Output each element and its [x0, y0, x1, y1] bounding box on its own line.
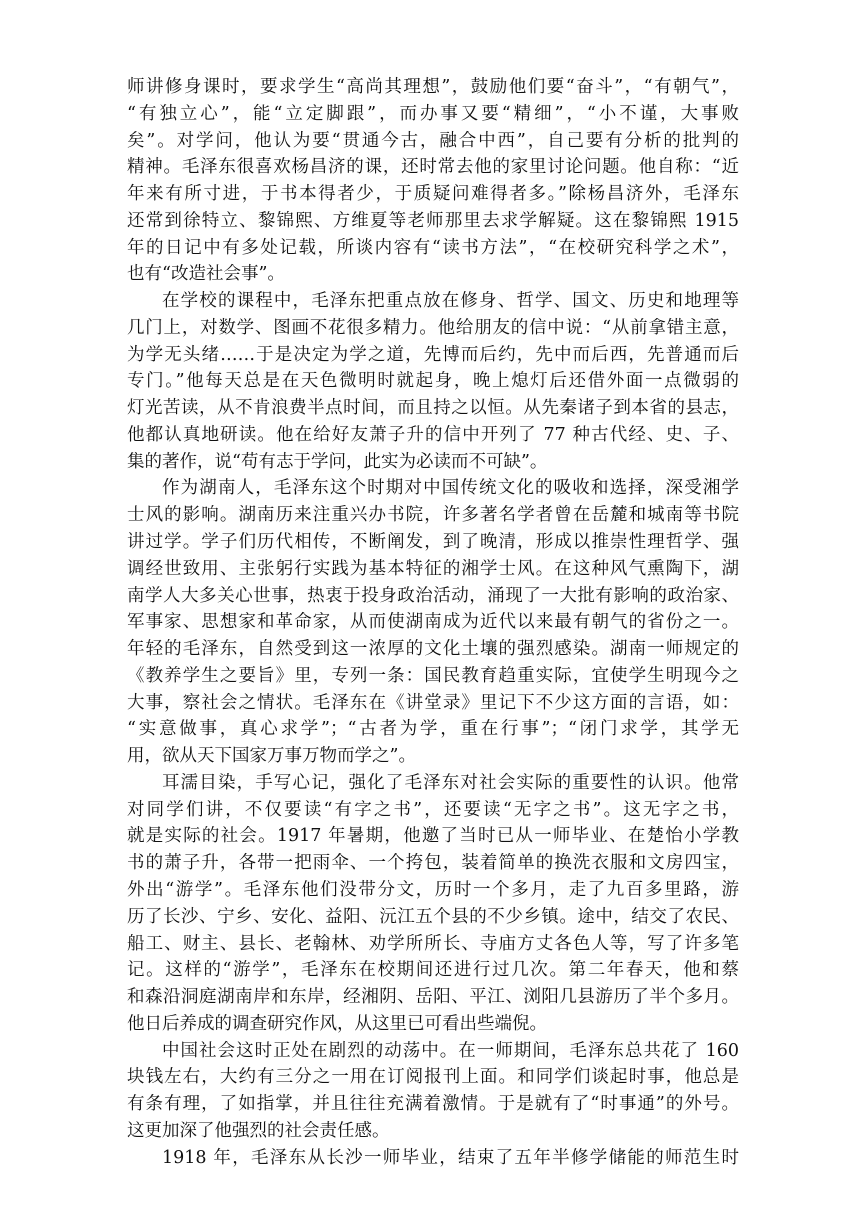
text-line: “实意做事，真心求学”；“古者为学，重在行事”；“闭门求学，其学无: [127, 719, 739, 740]
text-line: 和森沿洞庭湖南岸和东岸，经湘阴、岳阳、平江、浏阳几县游历了半个多月。: [127, 987, 739, 1008]
text-line: 年的日记中有多处记载，所谈内容有“读书方法”，“在校研究科学之术”，: [127, 237, 739, 258]
text-line: 船工、财主、县长、老翰林、劝学所所长、寺庙方丈各色人等，写了许多笔: [127, 933, 739, 954]
text-line: 几门上，对数学、图画不花很多精力。他给朋友的信中说：“从前拿错主意，: [127, 317, 739, 338]
text-line: 年轻的毛泽东，自然受到这一浓厚的文化土壤的强烈感染。湖南一师规定的: [127, 639, 739, 660]
text-line: 书的萧子升，各带一把雨伞、一个挎包，装着简单的换洗衣服和文房四宝，: [127, 853, 739, 874]
text-line: 大事，察社会之情状。毛泽东在《讲堂录》里记下不少这方面的言语，如：: [127, 692, 739, 713]
text-line: 对同学们讲，不仅要读“有字之书”，还要读“无字之书”。这无字之书，: [127, 799, 739, 820]
text-line: 集的著作，说“苟有志于学问，此实为必读而不可缺”。: [127, 451, 548, 472]
paragraph-first-line: 作为湖南人，毛泽东这个时期对中国传统文化的吸收和选择，深受湘学: [162, 478, 739, 499]
paragraph-first-line: 耳濡目染，手写心记，强化了毛泽东对社会实际的重要性的认识。他常: [162, 772, 739, 793]
text-line: 也有“改造社会事”。: [127, 264, 285, 285]
text-line: 历了长沙、宁乡、安化、益阳、沅江五个县的不少乡镇。途中，结交了农民、: [127, 906, 739, 927]
text-line: 块钱左右，大约有三分之一用在订阅报刊上面。和同学们谈起时事，他总是: [127, 1067, 739, 1088]
text-line: 还常到徐特立、黎锦熙、方维夏等老师那里去求学解疑。这在黎锦熙 1915: [127, 210, 739, 231]
text-line: “有独立心”，能“立定脚跟”，而办事又要“精细”，“小不谨，大事败: [127, 103, 739, 124]
text-line: 讲过学。学子们历代相传，不断阐发，到了晚清，形成以推崇性理哲学、强: [127, 532, 739, 553]
text-line: 用，欲从天下国家万事万物而学之”。: [127, 746, 416, 767]
text-line: 调经世致用、主张躬行实践为基本特征的湘学士风。在这种风气熏陶下，湖: [127, 558, 739, 579]
text-line: 为学无头绪……于是决定为学之道，先博而后约，先中而后西，先普通而后: [127, 344, 739, 365]
text-line: 南学人大多关心世事，热衷于投身政治活动，涌现了一大批有影响的政治家、: [127, 585, 739, 606]
text-line: 年来有所寸进，于书本得者少，于质疑问难得者多。”除杨昌济外，毛泽东: [127, 184, 739, 205]
paragraph-first-line: 中国社会这时正处在剧烈的动荡中。在一师期间，毛泽东总共花了 160: [162, 1040, 739, 1061]
text-line: 军事家、思想家和革命家，从而使湖南成为近代以来最有朝气的省份之一。: [127, 612, 739, 633]
text-line: 有条有理，了如指掌，并且往往充满着激情。于是就有了“时事通”的外号。: [127, 1094, 739, 1115]
text-line: 他日后养成的调查研究作风，从这里已可看出些端倪。: [127, 1013, 547, 1034]
text-line: 这更加深了他强烈的社会责任感。: [127, 1120, 390, 1141]
text-line: 矣”。对学问，他认为要“贯通今古，融合中西”，自己要有分析的批判的: [127, 130, 739, 151]
text-line: 《教养学生之要旨》里，专列一条：国民教育趋重实际，宜使学生明现今之: [127, 665, 739, 686]
text-line: 记。这样的“游学”，毛泽东在校期间还进行过几次。第二年春天，他和蔡: [127, 960, 739, 981]
paragraph-first-line: 1918 年，毛泽东从长沙一师毕业，结束了五年半修学储能的师范生时: [162, 1147, 739, 1168]
text-line: 精神。毛泽东很喜欢杨昌济的课，还时常去他的家里讨论问题。他自称：“近: [127, 157, 739, 178]
text-line: 士风的影响。湖南历来注重兴办书院，许多著名学者曾在岳麓和城南等书院: [127, 505, 739, 526]
text-line: 就是实际的社会。1917 年暑期，他邀了当时已从一师毕业、在楚怡小学教: [127, 826, 739, 847]
text-line: 他都认真地研读。他在给好友萧子升的信中开列了 77 种古代经、史、子、: [127, 424, 739, 445]
text-line: 外出“游学”。毛泽东他们没带分文，历时一个多月，走了九百多里路，游: [127, 879, 739, 900]
body-text: [127, 74, 739, 1171]
paragraph-first-line: 在学校的课程中，毛泽东把重点放在修身、哲学、国文、历史和地理等: [162, 291, 739, 312]
text-line: 专门。”他每天总是在天色微明时就起身，晚上熄灯后还借外面一点微弱的: [127, 371, 739, 392]
text-line: 师讲修身课时，要求学生“高尚其理想”，鼓励他们要“奋斗”，“有朝气”，: [127, 77, 739, 97]
text-line: 灯光苦读，从不肯浪费半点时间，而且持之以恒。从先秦诸子到本省的县志，: [127, 398, 739, 419]
